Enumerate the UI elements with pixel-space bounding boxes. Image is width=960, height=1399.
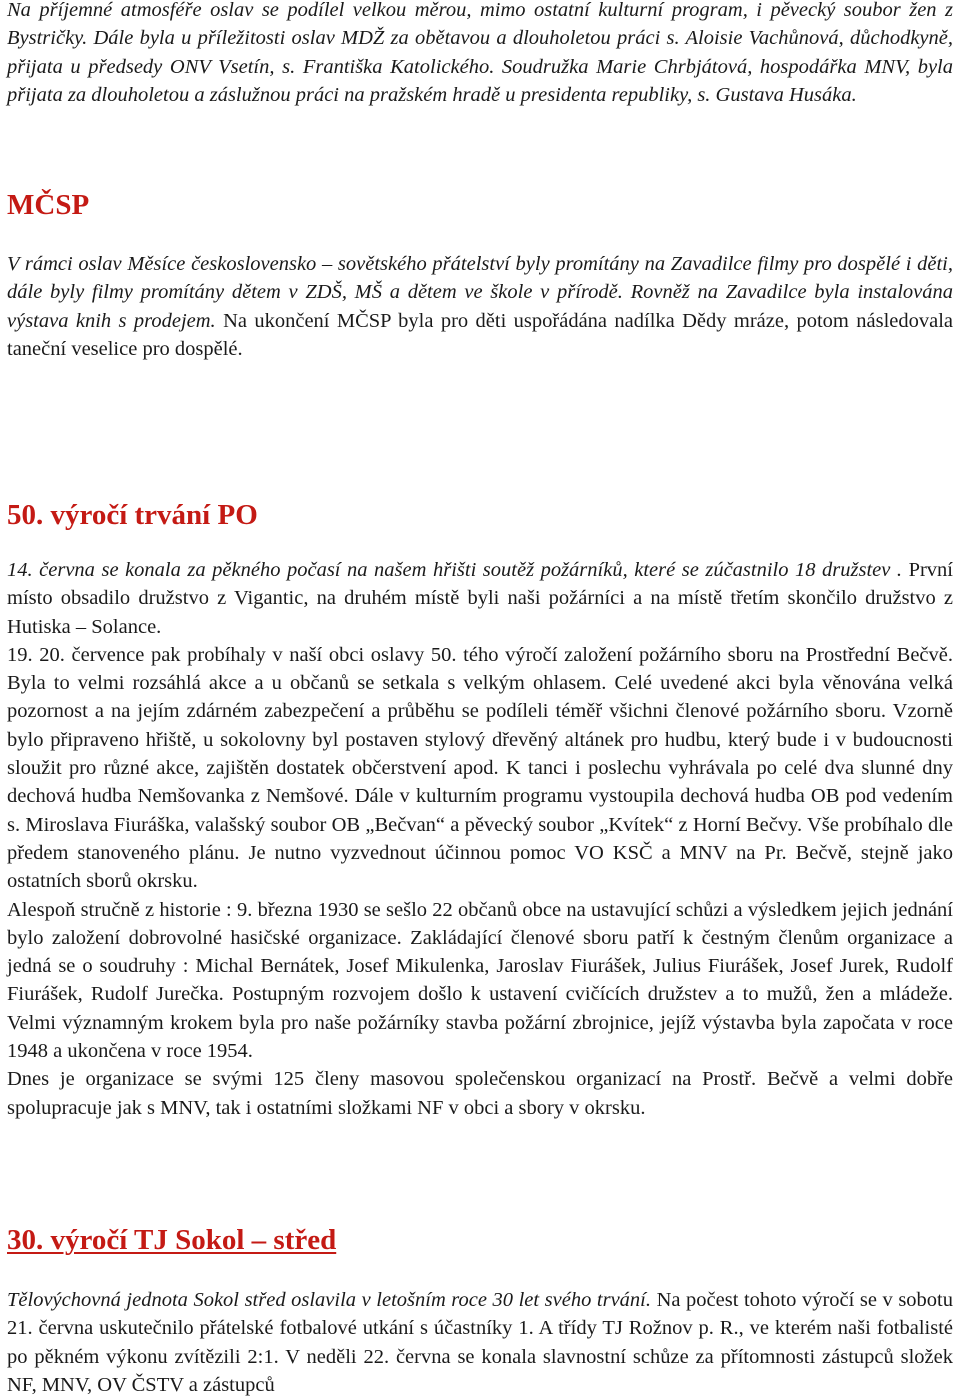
po-paragraph-4: Dnes je organizace se svými 125 členy masovou společenskou organizací na Prostř. Bečvě a velmi dobře spolupracuje jak s MNV, tak i ostatními složkami NF v obci a sbory v okrsku.	[7, 1068, 953, 1119]
sokol-sentence-2: Na počest tohoto výročí se v sobotu 21. června uskutečnilo přátelské fotbalové utkání s účastníky 1. A třídy TJ Rožnov p. R., ve kterém naši fotbalisté po pěkném výkonu zvítězili 2:1. V neděli 22. června se konala slavnostní schůze za přítomnosti zástupců složek NF, MNV, OV ČSTV a zástupců	[7, 1289, 954, 1396]
intro-paragraph	[7, 0, 953, 109]
mcsp-sentence-1: V rámci oslav Měsíce československo – sovětského přátelství byly promítány na Zavadilce filmy pro dospělé i děti, dále byly filmy promítány dětem v ZDŠ, MŠ a dětem ve škole v přírodě. Rovněž na Zavadilce byla instalována výstava knih s prodejem.	[7, 253, 953, 332]
po-sentence-2: První místo obsadilo družstvo z Vigantic, na druhém místě byli naši požárníci a na místě třetím skončilo družstvo z Hutiska – Solance.	[7, 559, 953, 638]
po-paragraph-1	[7, 556, 953, 641]
mcsp-paragraph	[7, 250, 953, 363]
mcsp-sentence-2: Na ukončení MČSP byla pro děti uspořádána nadílka Dědy mráze, potom následovala taneční veselice pro dospělé.	[7, 309, 954, 360]
po-section-body	[7, 556, 953, 1122]
po-anniversary-heading: 50. výročí trvání PO	[7, 499, 258, 531]
sokol-paragraph	[7, 1286, 953, 1399]
po-paragraph-3: Alespoň stručně z historie : 9. března 1930 se sešlo 22 občanů obce na ustavující schůzi a výsledkem jejich jednání bylo založení dobrovolné hasičské organizace. Zakládající členové sboru patří k čestným členům organizace a jedná se o soudruhy : Michal Bernátek, Josef Mikulenka, Jaroslav Fiurášek, Julius Fiurášek, Josef Jurek, Rudolf Fiurášek, Rudolf Jurečka. Postupným rozvojem došlo k ustavení cvičících družstev a to mužů, žen a mládeže. Velmi významným krokem byla pro naše požárníky stavba požární zbrojnice, jejíž výstavba byla započata v roce 1948 a ukončena v roce 1954.	[7, 898, 953, 1063]
sokol-sentence-1: Tělovýchovná jednota Sokol střed oslavila v letošním roce 30 let svého trvání.	[7, 1289, 651, 1311]
po-paragraph-2: 19. 20. července pak probíhaly v naší obci oslavy 50. tého výročí založení požárního sboru na Prostřední Bečvě. Byla to velmi rozsáhlá akce a u občanů se setkala s velkým ohlasem. Celé uvedené akci byla věnována velká pozornost a na jejím zdárném zabezpečení a průběhu se podíleli téměř všichni členové požárního sboru. Vzorně bylo připraveno hřiště, u sokolovny byl postaven stylový dřevěný altánek pro hudbu, který bude i v budoucnosti sloužit pro různé akce, zajištěn dostatek občerstvení apod. K tanci i poslechu vyhrávala po celé dva slunné dny dechová hudba Nemšovanka z Nemšové. Dále v kulturním programu vystoupila dechová hudba OB pod vedením s. Miroslava Fiuráška, valašský soubor OB „Bečvan“ a pěvecký soubor „Kvítek“ z Horní Bečvy. Vše probíhalo dle předem stanoveného plánu. Je nutno vyzvednout účinnou pomoc VO KSČ a MNV na Pr. Bečvě, stejně jako ostatních sborů okrsku.	[7, 643, 953, 893]
intro-text: Na příjemné atmosféře oslav se podílel velkou měrou, mimo ostatní kulturní program, i pěvecký soubor žen z Bystričky. Dále byla u příležitosti oslav MDŽ za obětavou a dlouholetou práci s. Aloisie Vachůnová, důchodkyně, přijata u předsedy ONV Vsetín, s. Františka Katolického. Soudružka Marie Chrbjátová, hospodářka MNV, byla přijata za dlouholetou a záslužnou práci na pražském hradě u presidenta republiky, s. Gustava Husáka.	[7, 0, 953, 106]
po-sentence-1: 14. června se konala za pěkného počasí na našem hřišti soutěž požárníků, které se zúčastnilo 18 družstev .	[7, 559, 903, 581]
sokol-anniversary-heading: 30. výročí TJ Sokol – střed	[7, 1224, 337, 1256]
mcsp-heading: MČSP	[7, 189, 90, 221]
